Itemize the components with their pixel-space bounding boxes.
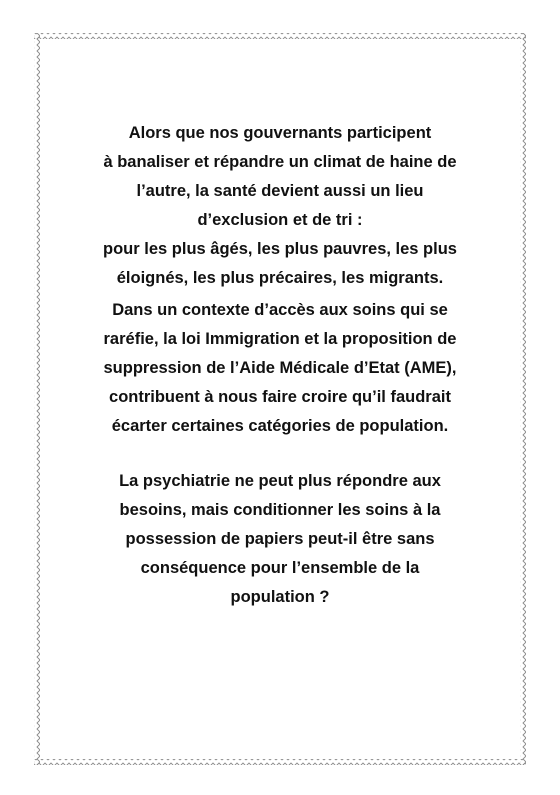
- text-line: éloignés, les plus précaires, les migrants.: [116, 269, 444, 287]
- text-line: à banaliser et répandre un climat de haine de: [103, 153, 457, 171]
- text-line: d’exclusion et de tri :: [197, 211, 363, 229]
- paragraph-2: [60, 296, 500, 441]
- text-line: population ?: [230, 588, 330, 606]
- text-line: Alors que nos gouvernants participent: [128, 124, 432, 142]
- text-line: Dans un contexte d’accès aux soins qui se: [112, 301, 448, 319]
- paragraph-1: [60, 119, 500, 293]
- text-line: La psychiatrie ne peut plus répondre aux: [119, 472, 441, 490]
- text-line: besoins, mais conditionner les soins à la: [119, 501, 441, 519]
- text-line: contribuent à nous faire croire qu’il faudrait: [109, 388, 451, 406]
- paragraph-3: [60, 467, 500, 612]
- text-line: possession de papiers peut-il être sans: [125, 530, 435, 548]
- text-line: conséquence pour l’ensemble de la: [140, 559, 420, 577]
- text-line: l’autre, la santé devient aussi un lieu: [136, 182, 424, 200]
- text-line: écarter certaines catégories de population.: [111, 417, 449, 435]
- text-line: pour les plus âgés, les plus pauvres, les plus: [103, 240, 457, 258]
- text-line: raréfie, la loi Immigration et la proposition de: [103, 330, 457, 348]
- text-line: suppression de l’Aide Médicale d’Etat (AME),: [103, 359, 457, 377]
